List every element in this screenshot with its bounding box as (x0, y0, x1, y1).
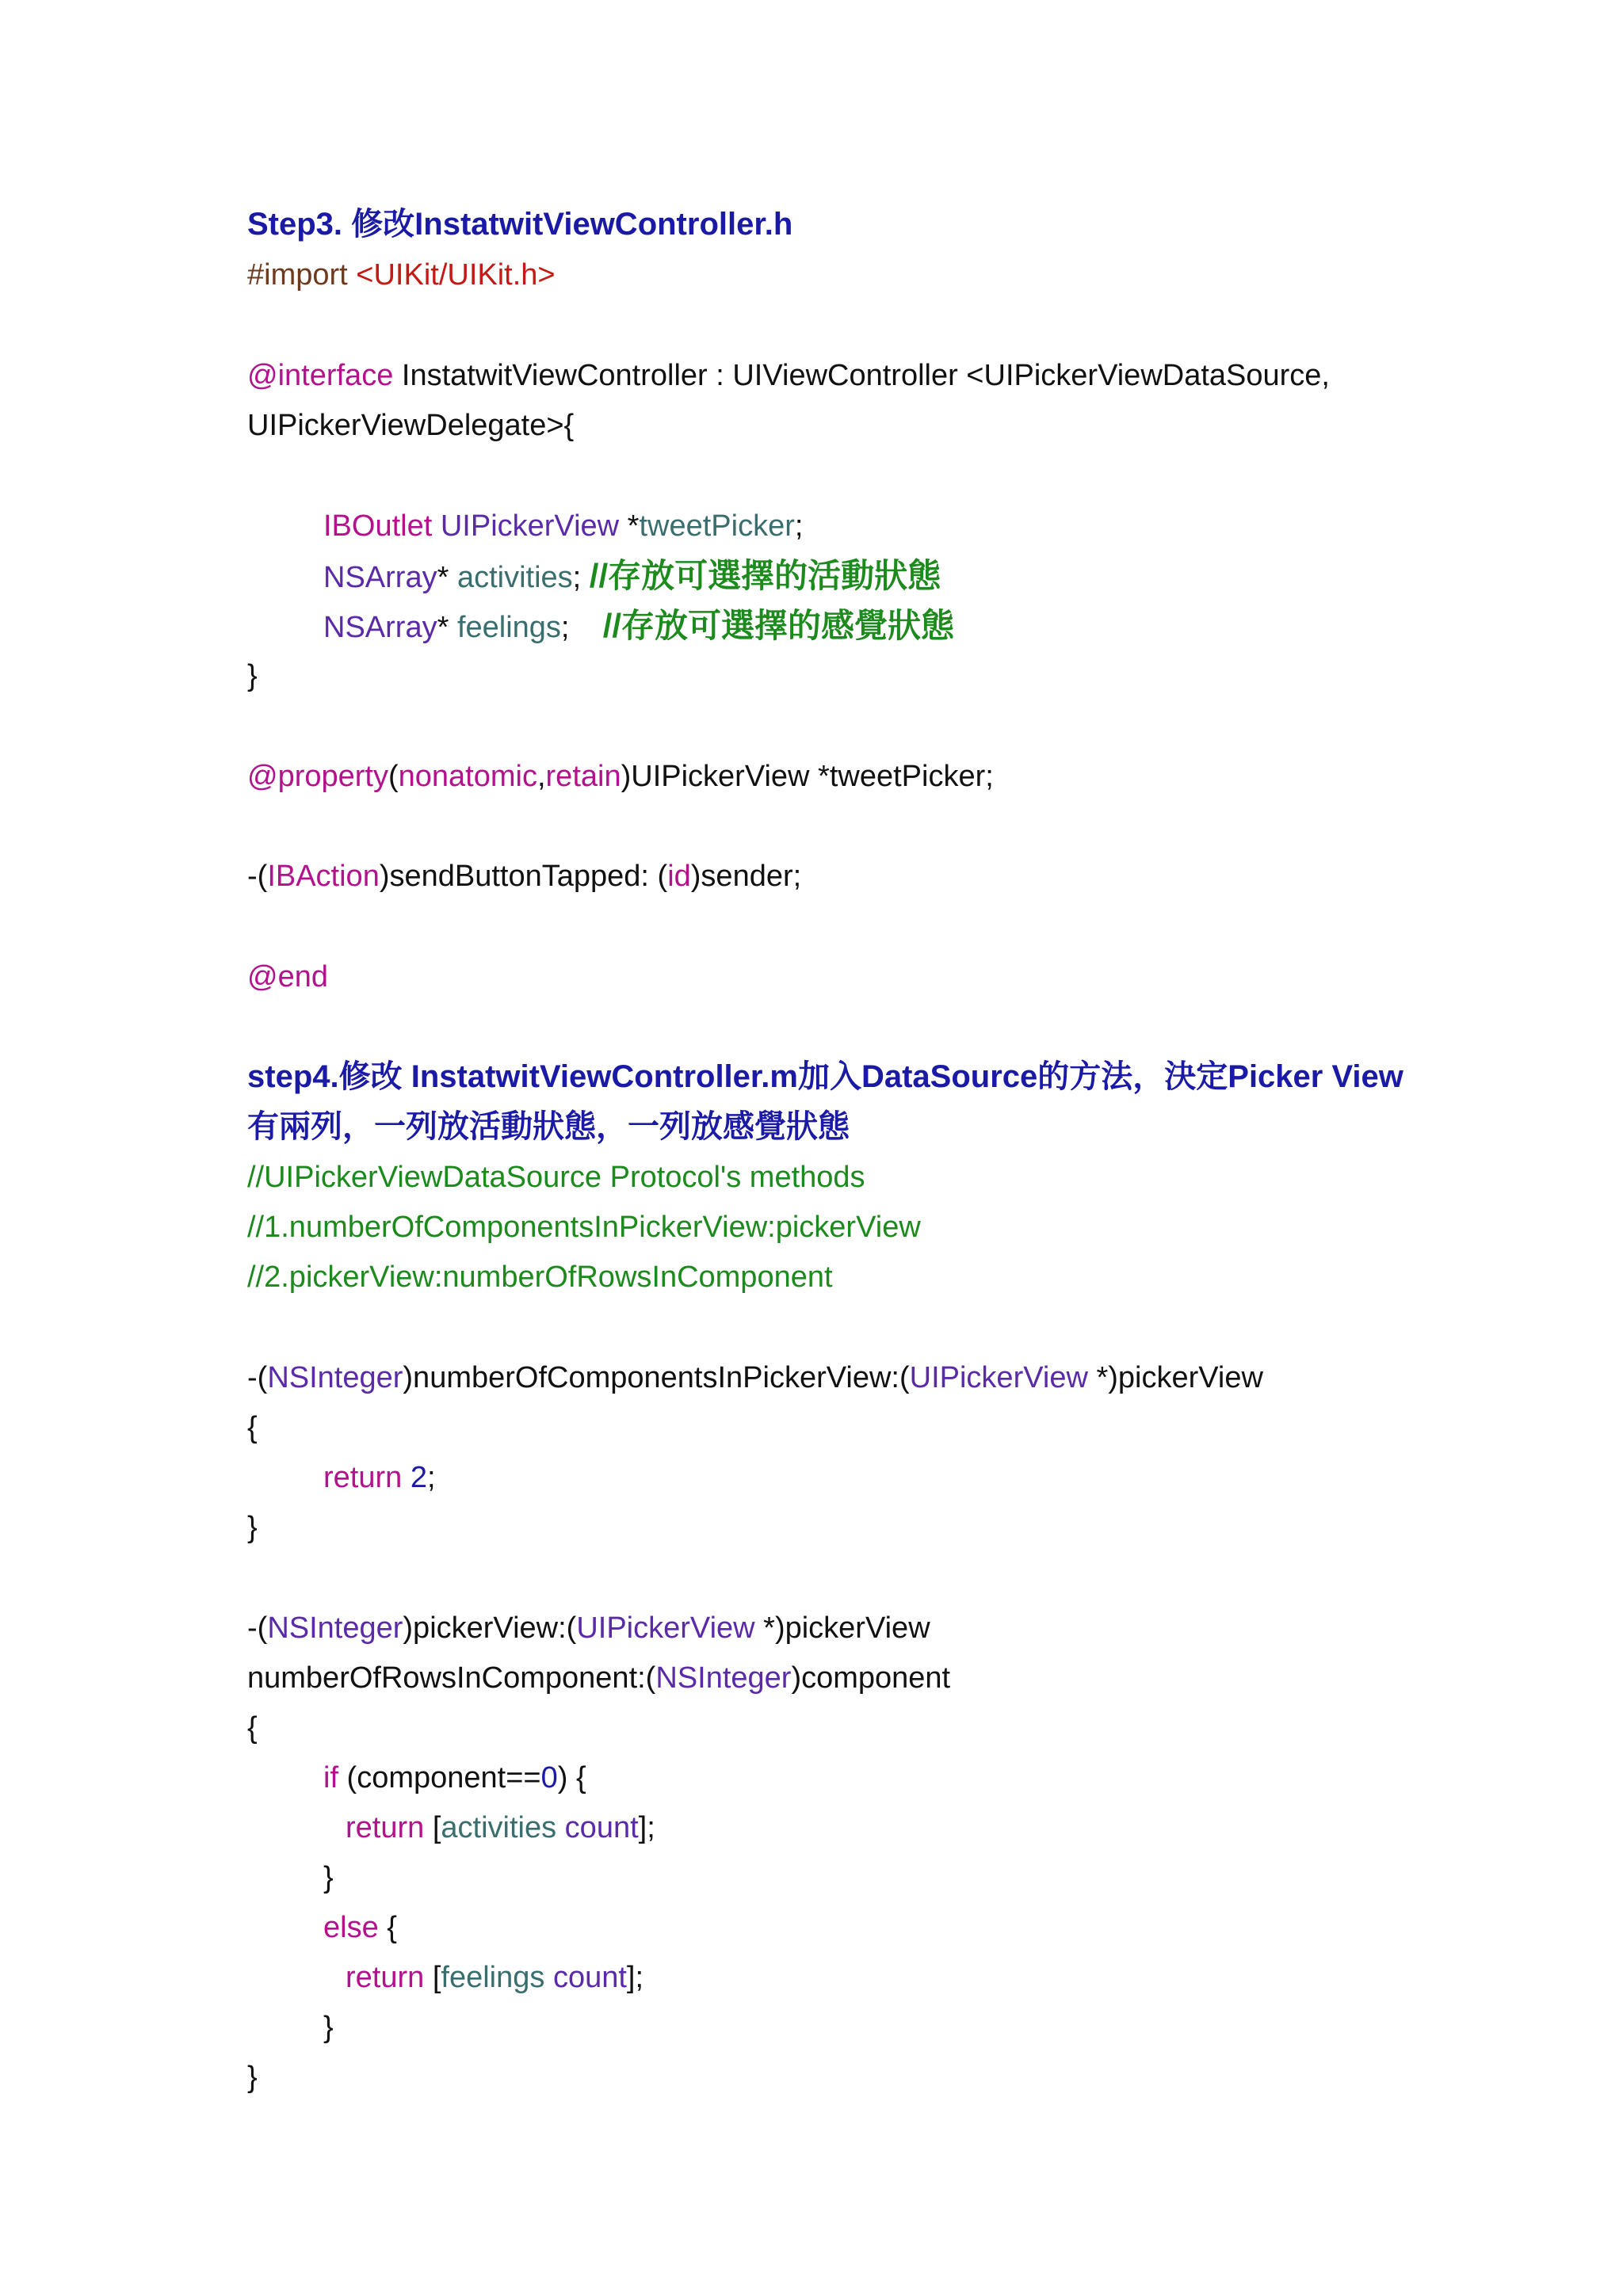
method-name: )numberOfComponentsInPickerView:( (403, 1361, 910, 1394)
ivar-comment: //存放可選擇的活動狀態 (589, 557, 941, 594)
ivar-name: feelings (456, 611, 561, 644)
ivar-type: NSArray (323, 611, 437, 644)
if-condition-end: ) { (557, 1761, 586, 1794)
else-keyword: else (323, 1911, 379, 1944)
ivar-end: ; (794, 509, 804, 543)
comment-protocol: //UIPickerViewDataSource Protocol's methods (247, 1161, 865, 1194)
method2-close-brace: } (247, 2061, 258, 2094)
param-type: UIPickerView (909, 1361, 1088, 1394)
interface-declaration: InstatwitViewController : UIViewController <UIPickerViewDataSource, (393, 359, 1330, 392)
bracket-close: ]; (638, 1811, 655, 1844)
param-name: *)pickerView (1087, 1361, 1263, 1394)
ivar-star: * (437, 561, 457, 594)
return-value: 2 (410, 1461, 427, 1494)
ivar-name: tweetPicker (639, 509, 795, 543)
return-feelings (346, 1953, 643, 2002)
ivar-end: ; (572, 561, 590, 594)
step4-heading-line2: 有兩列，一列放活動狀態，一列放感覺狀態 (247, 1109, 850, 1144)
ivar-comment: //存放可選擇的感覺狀態 (602, 607, 955, 644)
method2-signature-line2 (247, 1653, 950, 1703)
param-name: )component (791, 1661, 951, 1695)
end-keyword: @end (247, 960, 328, 994)
ibaction-keyword: IBAction (267, 860, 380, 893)
interface-line (247, 351, 1330, 400)
ivar-star: * (437, 611, 457, 644)
interface-protocols: UIPickerViewDelegate>{ (247, 409, 575, 442)
property-keyword: @property (247, 760, 388, 793)
method-start: -( (247, 1611, 268, 1645)
if-statement (323, 1753, 586, 1802)
bracket-close: ]; (626, 1961, 644, 1994)
ivar-type: NSArray (323, 561, 437, 594)
action-end: )sender; (690, 860, 802, 893)
ivar-activities (323, 551, 941, 601)
action-start: -( (247, 860, 268, 893)
comment-method-1: //1.numberOfComponentsInPickerView:pickerView (247, 1211, 921, 1244)
iboutlet-keyword: IBOutlet (323, 509, 433, 543)
interface-keyword: @interface (247, 359, 394, 392)
action-signature: )sendButtonTapped: ( (379, 860, 668, 893)
return-keyword: return (346, 1961, 425, 1994)
return-keyword: return (323, 1461, 403, 1494)
method-name: )pickerView:( (403, 1611, 577, 1645)
else-statement (323, 1903, 397, 1952)
return-keyword: return (346, 1811, 425, 1844)
step4-heading-line1: step4.修改 InstatwitViewController.m加入DataSource的方法，決定Picker View (247, 1059, 1403, 1094)
ivar-end: ; (560, 611, 603, 644)
return-type: NSInteger (267, 1611, 403, 1645)
method1-return (323, 1453, 436, 1502)
import-file: <UIKit/UIKit.h> (356, 258, 556, 292)
method1-open-brace: { (247, 1411, 258, 1444)
import-line (247, 250, 556, 299)
ivar-star: * (619, 509, 640, 543)
return-type: NSInteger (267, 1361, 403, 1394)
id-keyword: id (667, 860, 691, 893)
return-activities (346, 1803, 655, 1852)
property-attr-retain: retain (545, 760, 621, 793)
if-zero: 0 (540, 1761, 558, 1794)
step3-heading: Step3. 修改InstatwitViewController.h (247, 207, 793, 242)
property-comma: , (537, 760, 546, 793)
if-condition: (component== (338, 1761, 541, 1794)
comment-method-2: //2.pickerView:numberOfRowsInComponent (247, 1261, 833, 1294)
param-type: UIPickerView (576, 1611, 755, 1645)
count-method: count (556, 1811, 639, 1844)
semicolon: ; (426, 1461, 436, 1494)
ivar-type: UIPickerView (432, 509, 620, 543)
property-paren: ( (388, 760, 399, 793)
if-keyword: if (323, 1761, 338, 1794)
import-keyword: #import (247, 258, 357, 292)
interface-close-brace: } (247, 659, 258, 692)
param-type: NSInteger (655, 1661, 792, 1695)
if-close-brace: } (323, 1861, 334, 1894)
method2-open-brace: { (247, 1711, 258, 1745)
bracket-open: [ (424, 1811, 441, 1844)
method1-signature (247, 1353, 1263, 1402)
activities-var: activities (441, 1811, 557, 1844)
count-method: count (544, 1961, 627, 1994)
interface-line-2 (247, 401, 574, 450)
property-declaration: )UIPickerView *tweetPicker; (621, 760, 994, 793)
feelings-var: feelings (441, 1961, 545, 1994)
method-start: -( (247, 1361, 268, 1394)
bracket-open: [ (424, 1961, 441, 1994)
action-line (247, 852, 801, 901)
ivar-feelings (323, 601, 954, 650)
ivar-tweetpicker (323, 502, 803, 551)
method1-close-brace: } (247, 1511, 258, 1544)
param-name: *)pickerView (754, 1611, 930, 1645)
property-attr-nonatomic: nonatomic (398, 760, 537, 793)
else-close-brace: } (323, 2011, 334, 2044)
method-name-part2: numberOfRowsInComponent:( (247, 1661, 656, 1695)
method2-signature (247, 1604, 930, 1653)
ivar-name: activities (456, 561, 573, 594)
property-line (247, 752, 994, 801)
else-brace: { (378, 1911, 397, 1944)
